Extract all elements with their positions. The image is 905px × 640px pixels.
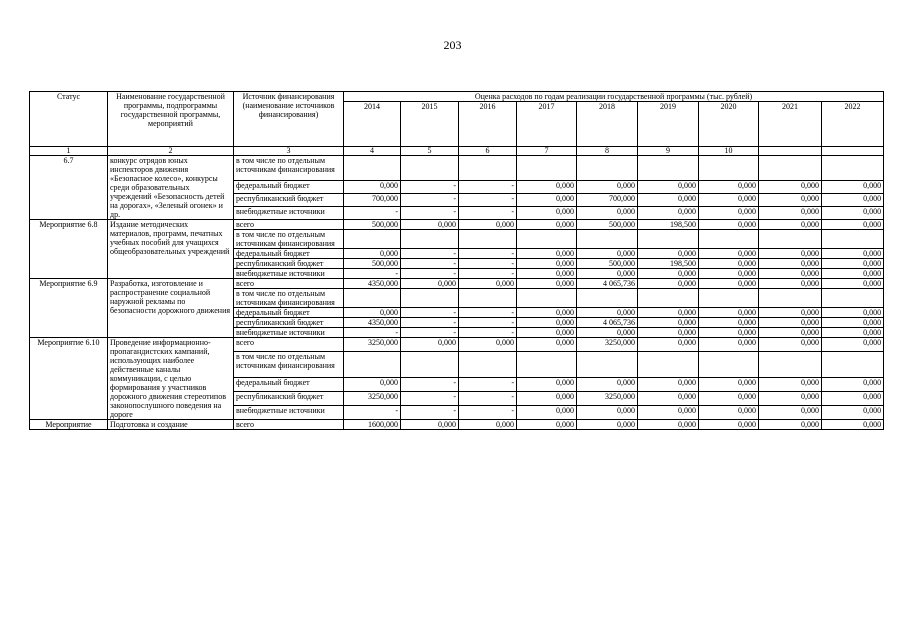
value-cell: 0,000 — [699, 269, 759, 279]
value-cell: 0,000 — [517, 220, 577, 230]
value-cell: 4 065,736 — [577, 318, 638, 328]
value-cell: 0,000 — [459, 220, 517, 230]
value-cell: 0,000 — [822, 269, 884, 279]
value-cell — [638, 230, 699, 249]
value-cell: 0,000 — [822, 392, 884, 406]
header-year: 2015 — [401, 102, 459, 147]
value-cell — [344, 289, 401, 308]
value-cell: 0,000 — [577, 206, 638, 219]
value-cell: 0,000 — [344, 249, 401, 259]
value-cell — [577, 351, 638, 377]
value-cell — [759, 230, 822, 249]
value-cell: 0,000 — [822, 406, 884, 420]
value-cell: 0,000 — [759, 420, 822, 430]
value-cell: 0,000 — [759, 193, 822, 206]
column-number: 4 — [344, 147, 401, 156]
value-cell: 0,000 — [517, 180, 577, 193]
value-cell — [517, 351, 577, 377]
value-cell — [759, 156, 822, 181]
value-cell — [822, 289, 884, 308]
value-cell: 0,000 — [822, 318, 884, 328]
measure-name: Подготовка и создание — [108, 420, 234, 430]
value-cell: 0,000 — [577, 308, 638, 318]
value-cell: - — [344, 206, 401, 219]
value-cell: 0,000 — [759, 406, 822, 420]
column-number: 7 — [517, 147, 577, 156]
value-cell: 0,000 — [638, 328, 699, 338]
value-cell: 0,000 — [401, 279, 459, 289]
value-cell — [699, 156, 759, 181]
value-cell: 0,000 — [759, 220, 822, 230]
value-cell: 0,000 — [577, 420, 638, 430]
measure-name: Издание методических материалов, программ, печатных учебных пособий для учащихся общеобразовательных учреждений — [108, 220, 234, 279]
value-cell: 0,000 — [459, 420, 517, 430]
value-cell: 500,000 — [577, 259, 638, 269]
value-cell — [638, 289, 699, 308]
table-row — [30, 420, 884, 430]
value-cell: 0,000 — [822, 378, 884, 392]
value-cell: - — [401, 392, 459, 406]
value-cell: 0,000 — [759, 392, 822, 406]
funding-source: федеральный бюджет — [234, 180, 344, 193]
value-cell: 4 065,736 — [577, 279, 638, 289]
funding-source: федеральный бюджет — [234, 249, 344, 259]
value-cell: 0,000 — [344, 308, 401, 318]
value-cell: - — [459, 406, 517, 420]
value-cell — [344, 230, 401, 249]
value-cell: 4350,000 — [344, 318, 401, 328]
value-cell: 500,000 — [344, 259, 401, 269]
value-cell: 0,000 — [401, 220, 459, 230]
value-cell — [822, 351, 884, 377]
funding-source: внебюджетные источники — [234, 406, 344, 420]
value-cell: 0,000 — [517, 259, 577, 269]
header-name: Наименование государственной программы, подпрограммы государственной программы, мероприятий — [108, 92, 234, 147]
column-number: 6 — [459, 147, 517, 156]
value-cell — [401, 289, 459, 308]
value-cell: - — [344, 328, 401, 338]
value-cell: - — [401, 269, 459, 279]
table-row — [30, 220, 884, 230]
value-cell: 0,000 — [517, 420, 577, 430]
value-cell: 0,000 — [517, 193, 577, 206]
value-cell: 0,000 — [577, 378, 638, 392]
expenditure-table — [29, 91, 884, 430]
value-cell: 0,000 — [759, 259, 822, 269]
value-cell: 0,000 — [822, 420, 884, 430]
header-year: 2014 — [344, 102, 401, 147]
measure-status: Мероприятие — [30, 420, 108, 430]
value-cell — [517, 156, 577, 181]
funding-source: республиканский бюджет — [234, 259, 344, 269]
value-cell — [699, 230, 759, 249]
funding-source: внебюджетные источники — [234, 328, 344, 338]
value-cell — [401, 230, 459, 249]
measure-name: Разработка, изготовление и распространение социальной наружной рекламы по безопасности дорожного движения — [108, 279, 234, 338]
funding-source: республиканский бюджет — [234, 392, 344, 406]
header-year: 2021 — [759, 102, 822, 147]
value-cell: 0,000 — [822, 206, 884, 219]
value-cell: 0,000 — [517, 392, 577, 406]
value-cell: 0,000 — [699, 338, 759, 352]
value-cell — [699, 289, 759, 308]
measure-status: Мероприятие 6.10 — [30, 338, 108, 420]
value-cell: 0,000 — [638, 420, 699, 430]
value-cell: 0,000 — [699, 259, 759, 269]
value-cell: 0,000 — [638, 206, 699, 219]
value-cell: - — [401, 308, 459, 318]
value-cell: 0,000 — [759, 378, 822, 392]
header-status: Статус — [30, 92, 108, 147]
value-cell — [459, 156, 517, 181]
value-cell: - — [459, 378, 517, 392]
funding-source: федеральный бюджет — [234, 378, 344, 392]
value-cell: 0,000 — [822, 328, 884, 338]
table-row — [30, 156, 884, 181]
column-number: 2 — [108, 147, 234, 156]
value-cell: 3250,000 — [344, 338, 401, 352]
value-cell: 0,000 — [459, 338, 517, 352]
value-cell: 0,000 — [699, 392, 759, 406]
value-cell: - — [459, 259, 517, 269]
value-cell: 0,000 — [638, 318, 699, 328]
value-cell: 0,000 — [759, 249, 822, 259]
value-cell: 0,000 — [517, 249, 577, 259]
measure-status: Мероприятие 6.9 — [30, 279, 108, 338]
value-cell: 0,000 — [344, 378, 401, 392]
value-cell — [638, 351, 699, 377]
column-number: 3 — [234, 147, 344, 156]
value-cell: 0,000 — [699, 406, 759, 420]
value-cell — [344, 156, 401, 181]
value-cell: 0,000 — [822, 220, 884, 230]
value-cell: 500,000 — [344, 220, 401, 230]
value-cell: 0,000 — [759, 308, 822, 318]
value-cell: - — [401, 328, 459, 338]
value-cell — [401, 351, 459, 377]
value-cell: 0,000 — [822, 279, 884, 289]
value-cell: 0,000 — [638, 180, 699, 193]
value-cell: 0,000 — [517, 269, 577, 279]
value-cell: - — [459, 269, 517, 279]
measure-status: Мероприятие 6.8 — [30, 220, 108, 279]
value-cell — [517, 230, 577, 249]
value-cell: 3250,000 — [577, 338, 638, 352]
value-cell: 0,000 — [699, 308, 759, 318]
header-year: 2017 — [517, 102, 577, 147]
value-cell: 0,000 — [699, 249, 759, 259]
value-cell: 0,000 — [822, 180, 884, 193]
value-cell: 1600,000 — [344, 420, 401, 430]
value-cell: 0,000 — [759, 279, 822, 289]
value-cell — [577, 156, 638, 181]
measure-name: конкурс отрядов юных инспекторов движения «Безопасное колесо», конкурсы среди образовательных учреждений «Безопасность детей на дорогах», «Зеленый огонек» и др. — [108, 156, 234, 220]
value-cell: 0,000 — [517, 378, 577, 392]
value-cell: 0,000 — [822, 259, 884, 269]
value-cell: 0,000 — [759, 328, 822, 338]
header-source: Источник финансирования (наименование источников финансирования) — [234, 92, 344, 147]
value-cell: 0,000 — [759, 180, 822, 193]
value-cell: 0,000 — [459, 279, 517, 289]
funding-source: всего — [234, 279, 344, 289]
value-cell: - — [459, 180, 517, 193]
value-cell: 0,000 — [699, 378, 759, 392]
value-cell — [577, 230, 638, 249]
value-cell: - — [401, 180, 459, 193]
header-year: 2020 — [699, 102, 759, 147]
value-cell: 0,000 — [759, 206, 822, 219]
column-number — [759, 147, 822, 156]
funding-source: всего — [234, 420, 344, 430]
value-cell: 0,000 — [759, 269, 822, 279]
value-cell: 0,000 — [401, 420, 459, 430]
value-cell — [459, 230, 517, 249]
table-row — [30, 338, 884, 352]
header-year: 2016 — [459, 102, 517, 147]
value-cell: 0,000 — [638, 279, 699, 289]
value-cell — [577, 289, 638, 308]
value-cell: 0,000 — [517, 279, 577, 289]
value-cell: 198,500 — [638, 259, 699, 269]
measure-status: 6.7 — [30, 156, 108, 220]
funding-source: республиканский бюджет — [234, 193, 344, 206]
funding-source: республиканский бюджет — [234, 318, 344, 328]
value-cell: 0,000 — [517, 206, 577, 219]
value-cell — [459, 351, 517, 377]
value-cell: 0,000 — [577, 328, 638, 338]
column-number: 9 — [638, 147, 699, 156]
value-cell: - — [401, 406, 459, 420]
value-cell: 0,000 — [638, 308, 699, 318]
value-cell: 4350,000 — [344, 279, 401, 289]
value-cell: - — [459, 318, 517, 328]
funding-source: федеральный бюджет — [234, 308, 344, 318]
value-cell — [822, 156, 884, 181]
page-number: 203 — [443, 38, 462, 52]
value-cell: 0,000 — [577, 406, 638, 420]
value-cell: 0,000 — [759, 318, 822, 328]
column-number: 1 — [30, 147, 108, 156]
value-cell: 0,000 — [699, 220, 759, 230]
value-cell — [344, 351, 401, 377]
value-cell: 0,000 — [517, 338, 577, 352]
value-cell: 700,000 — [344, 193, 401, 206]
value-cell — [401, 156, 459, 181]
value-cell — [759, 351, 822, 377]
value-cell: 0,000 — [759, 338, 822, 352]
value-cell: - — [459, 392, 517, 406]
value-cell — [638, 156, 699, 181]
funding-source: в том числе по отдельным источникам финансирования — [234, 230, 344, 249]
value-cell: - — [459, 308, 517, 318]
value-cell — [699, 351, 759, 377]
funding-source: в том числе по отдельным источникам финансирования — [234, 156, 344, 181]
funding-source: в том числе по отдельным источникам финансирования — [234, 351, 344, 377]
value-cell: - — [459, 249, 517, 259]
funding-source: внебюджетные источники — [234, 206, 344, 219]
table-row — [30, 279, 884, 289]
value-cell: 0,000 — [699, 193, 759, 206]
value-cell: 0,000 — [638, 249, 699, 259]
measure-name: Проведение информационно-пропагандистских кампаний, использующих наиболее действенные каналы коммуникации, с целью формирования у участников дорожного движения стереотипов законопослушного поведения на дороге — [108, 338, 234, 420]
value-cell: 0,000 — [638, 269, 699, 279]
value-cell: 0,000 — [577, 269, 638, 279]
value-cell: - — [401, 193, 459, 206]
value-cell: 0,000 — [638, 406, 699, 420]
value-cell: 0,000 — [517, 406, 577, 420]
value-cell: 0,000 — [822, 338, 884, 352]
value-cell: - — [401, 206, 459, 219]
funding-source: в том числе по отдельным источникам финансирования — [234, 289, 344, 308]
header-estimate: Оценка расходов по годам реализации государственной программы (тыс. рублей) — [344, 92, 884, 102]
value-cell: 0,000 — [517, 328, 577, 338]
value-cell: 0,000 — [699, 420, 759, 430]
value-cell — [459, 289, 517, 308]
value-cell — [759, 289, 822, 308]
value-cell: - — [401, 318, 459, 328]
value-cell: 3250,000 — [344, 392, 401, 406]
value-cell: 0,000 — [577, 249, 638, 259]
value-cell: - — [401, 259, 459, 269]
value-cell: 0,000 — [699, 180, 759, 193]
value-cell: 0,000 — [822, 193, 884, 206]
value-cell: - — [401, 378, 459, 392]
value-cell: 0,000 — [344, 180, 401, 193]
column-number: 10 — [699, 147, 759, 156]
value-cell: 0,000 — [699, 279, 759, 289]
value-cell: 0,000 — [401, 338, 459, 352]
value-cell: - — [344, 406, 401, 420]
value-cell: 0,000 — [517, 318, 577, 328]
value-cell — [822, 230, 884, 249]
header-year: 2019 — [638, 102, 699, 147]
value-cell: - — [459, 328, 517, 338]
column-number — [822, 147, 884, 156]
value-cell: 0,000 — [822, 249, 884, 259]
value-cell: - — [459, 206, 517, 219]
funding-source: всего — [234, 338, 344, 352]
value-cell: 0,000 — [638, 392, 699, 406]
column-number: 8 — [577, 147, 638, 156]
value-cell: 500,000 — [577, 220, 638, 230]
value-cell: 3250,000 — [577, 392, 638, 406]
value-cell: 0,000 — [822, 308, 884, 318]
value-cell: - — [459, 193, 517, 206]
value-cell: 0,000 — [699, 206, 759, 219]
header-year: 2022 — [822, 102, 884, 147]
funding-source: внебюджетные источники — [234, 269, 344, 279]
value-cell: - — [344, 269, 401, 279]
value-cell: 0,000 — [577, 180, 638, 193]
value-cell: 700,000 — [577, 193, 638, 206]
value-cell: 198,500 — [638, 220, 699, 230]
value-cell: 0,000 — [638, 378, 699, 392]
value-cell: 0,000 — [699, 328, 759, 338]
value-cell: 0,000 — [699, 318, 759, 328]
column-number: 5 — [401, 147, 459, 156]
value-cell — [517, 289, 577, 308]
value-cell: 0,000 — [638, 338, 699, 352]
value-cell: 0,000 — [638, 193, 699, 206]
value-cell: - — [401, 249, 459, 259]
value-cell: 0,000 — [517, 308, 577, 318]
funding-source: всего — [234, 220, 344, 230]
header-year: 2018 — [577, 102, 638, 147]
